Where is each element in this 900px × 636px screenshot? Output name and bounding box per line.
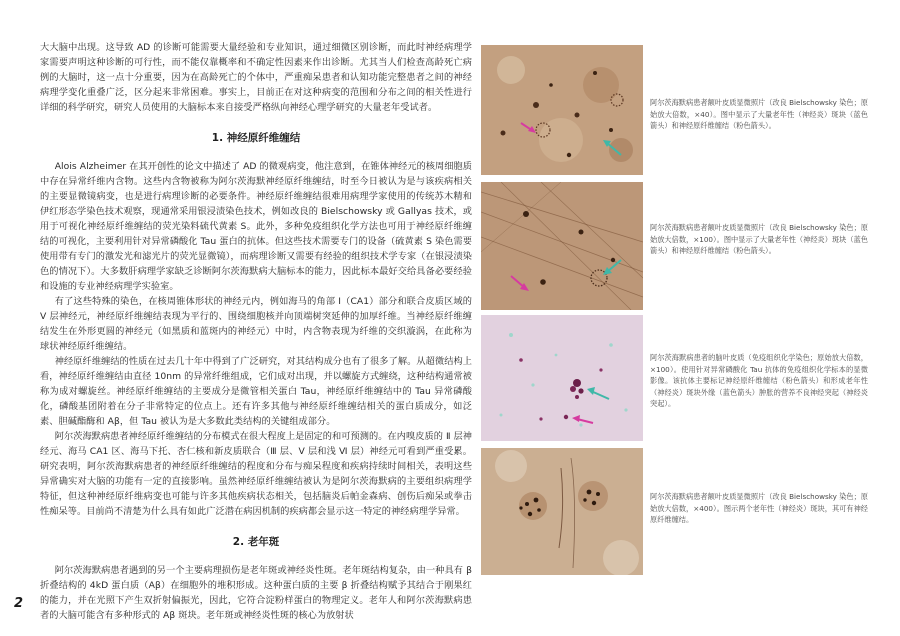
figure-caption: 阿尔茨海默病患者额叶皮质显微照片（改良 Bielschowsky 染色；原始放大倍数，×40）。图中显示了大量老年性（神经炎）斑块（蓝色箭头）和神经原纤维缠结（粉色箭头）。 [650,98,868,131]
body-paragraph: 阿尔茨海默病患者遇到的另一个主要病理损伤是老年斑或神经炎性斑。老年斑结构复杂，由一种具有 β 折叠结构的 4kD 蛋白质（Aβ）在细胞外的堆积形成。这种蛋白质的主要 β 折叠结构赋予其结合于刚果红的能力，并在光照下产生双折射偏振光，因此，它符合淀粉样蛋白的物理定义。老年人和阿尔茨海默病患者的大脑可能含有多种形式的 Aβ 斑块。老年斑或神经炎性斑的核心为放射状 [40,565,472,621]
page-number: 2 [14,596,24,611]
section-heading-plaques: 2. 老年斑 [232,536,280,548]
figure-caption: 阿尔茨海默病患者额叶皮质显微照片（改良 Bielschowsky 染色；原始放大倍数，×400）。图示两个老年性（神经炎）斑块，其可有神经原纤维缠结。 [650,492,868,525]
body-paragraph: 神经原纤维缠结的性质在过去几十年中得到了广泛研究，对其结构成分也有了很多了解。从超微结构上看，神经原纤维缠结由直径 10nm 的异常纤维组成，它们成对出现，并以螺旋方式缠绕，这种结构通常被称为成对螺旋丝。神经原纤维缠结的主要成分是微管相关蛋白 Tau，神经原纤维缠结中的 Tau 异常磷酸化，磷酸基团附着在分子非常特定的位点上。还有许多其他与神经原纤维缠结相关的蛋白质成分，如泛素、胆碱酯酶和 Aβ，但 Tau 被认为是大多数此类结构的关键组成部分。 [40,356,472,427]
micrograph-silver-stain-icon [481,182,643,310]
section-heading-tangles: 1. 神经原纤维缠结 [211,132,301,144]
figure-caption: 阿尔茨海默病患者的脑叶皮质（免疫组织化学染色；原始放大倍数，×100）。使用针对异常磷酸化 Tau 抗体的免疫组织化学标本的显微影像。该抗体主要标记神经原纤维缠结（粉色箭头）和形成老年性（神经炎）斑块外缘（蓝色箭头）肿胀的营养不良神经突起（神经炎突起）。 [650,353,868,409]
body-paragraph: Alois Alzheimer 在其开创性的论文中描述了 AD 的微观病变，他注意到，在锥体神经元的核周细胞质中存在异常纤维内含物。这些内含物被称为阿尔茨海默神经原纤维缠结，时至今日被认为是与该疾病相关的主要显微镜病变，也是进行病理诊断的必要条件。神经原纤维缠结很难用病理学家使用的传统苏木精和伊红形态学染色技术观察，现通常采用银浸渍染色技术，例如改良的 Bielschowsky 或 Gallyas 技术，或用于可视化神经原纤维缠结的荧光染料硫代黄素 S。此外，多种免疫组织化学方法也可用于神经原纤维缠结的可视化，主要利用针对异常磷酸化 Tau 蛋白的抗体。但这些技术需要专门的设备（硫黄素 S 染色需要使用带有专门的激发光和滤光片的荧光显微镜），而病理诊断又需要有经验的组织技术学专家（在银浸渍染色的情况下）。大多数肝病理学家缺乏诊断阿尔茨海默病大脑标本的能力，因此标本最好交给具备必要经验和设施的专业神经病理学实验室。 [40,161,472,292]
figure-caption: 阿尔茨海默病患者额叶皮质显微照片（改良 Bielschowsky 染色；原始放大倍数，×100）。图中显示了大量老年性（神经炎）斑块（蓝色箭头）和神经原纤维缠结（粉色箭头）。 [650,223,868,256]
body-paragraph: 阿尔茨海默病患者神经原纤维缠结的分布模式在很大程度上是固定的和可预测的。在内嗅皮质的 Ⅱ 层神经元、海马 CA1 区、海马下托、杏仁核和新皮质联合（Ⅲ 层、Ⅴ 层和浅 Ⅵ 层）神经元可看到严重受累。研究表明，阿尔茨海默病患者的神经原纤维缠结的程度和分布与痴呆程度和疾病持续时间相关，表明这些异常确实对大脑的功能有一定的直接影响。虽然神经原纤维缠结被认为是阿尔茨海默病的主要组织病理学特征，但这种神经原纤维病变也可能与许多其他疾病状态相关，包括脑炎后帕金森病、创伤后痴呆或拳击性痴呆等。目前尚不清楚为什么具有如此广泛潜在病因机制的疾病都会显示这一特定的神经病理学异常。 [40,431,472,517]
intro-paragraph: 大大脑中出现。这导致 AD 的诊断可能需要大量经验和专业知识，通过细微区别诊断，而此时神经病理学家需要声明这种诊断的可行性，而不能仅靠概率和不确定性因素来作出诊断。尤其当人们检查高龄死亡病例的大脑时，这一点十分重要，因为在高龄死亡的个体中，严重痴呆患者和认知功能完整患者之间的神经病理学变化重叠广泛，区分起来非常困难。事实上，目前正在对这种病变的范围和分布之间的相关性进行详细的科学研究，研究人员使用的大脑标本来自接受严格纵向神经心理学研究的大量老年受试者。 [40,42,472,113]
article-body [40,40,472,623]
micrograph-tau-immunostain-icon [481,315,643,441]
micrograph-silver-stain-icon [481,45,643,175]
micrograph-plaque-highpower-icon [481,448,643,575]
body-paragraph: 有了这些特殊的染色，在核周锥体形状的神经元内，例如海马的角部 I（CA1）部分和联合皮质区域的 V 层神经元，神经原纤维缠结表现为平行的、围绕细胞核并向顶端树突延伸的加厚纤维。当神经原纤维缠结发生在外形更圆的神经元（如黑质和蓝斑内的神经元）中时，内含物表现为纤维的交织漩涡，在此称为球状神经原纤维缠结。 [40,296,472,352]
